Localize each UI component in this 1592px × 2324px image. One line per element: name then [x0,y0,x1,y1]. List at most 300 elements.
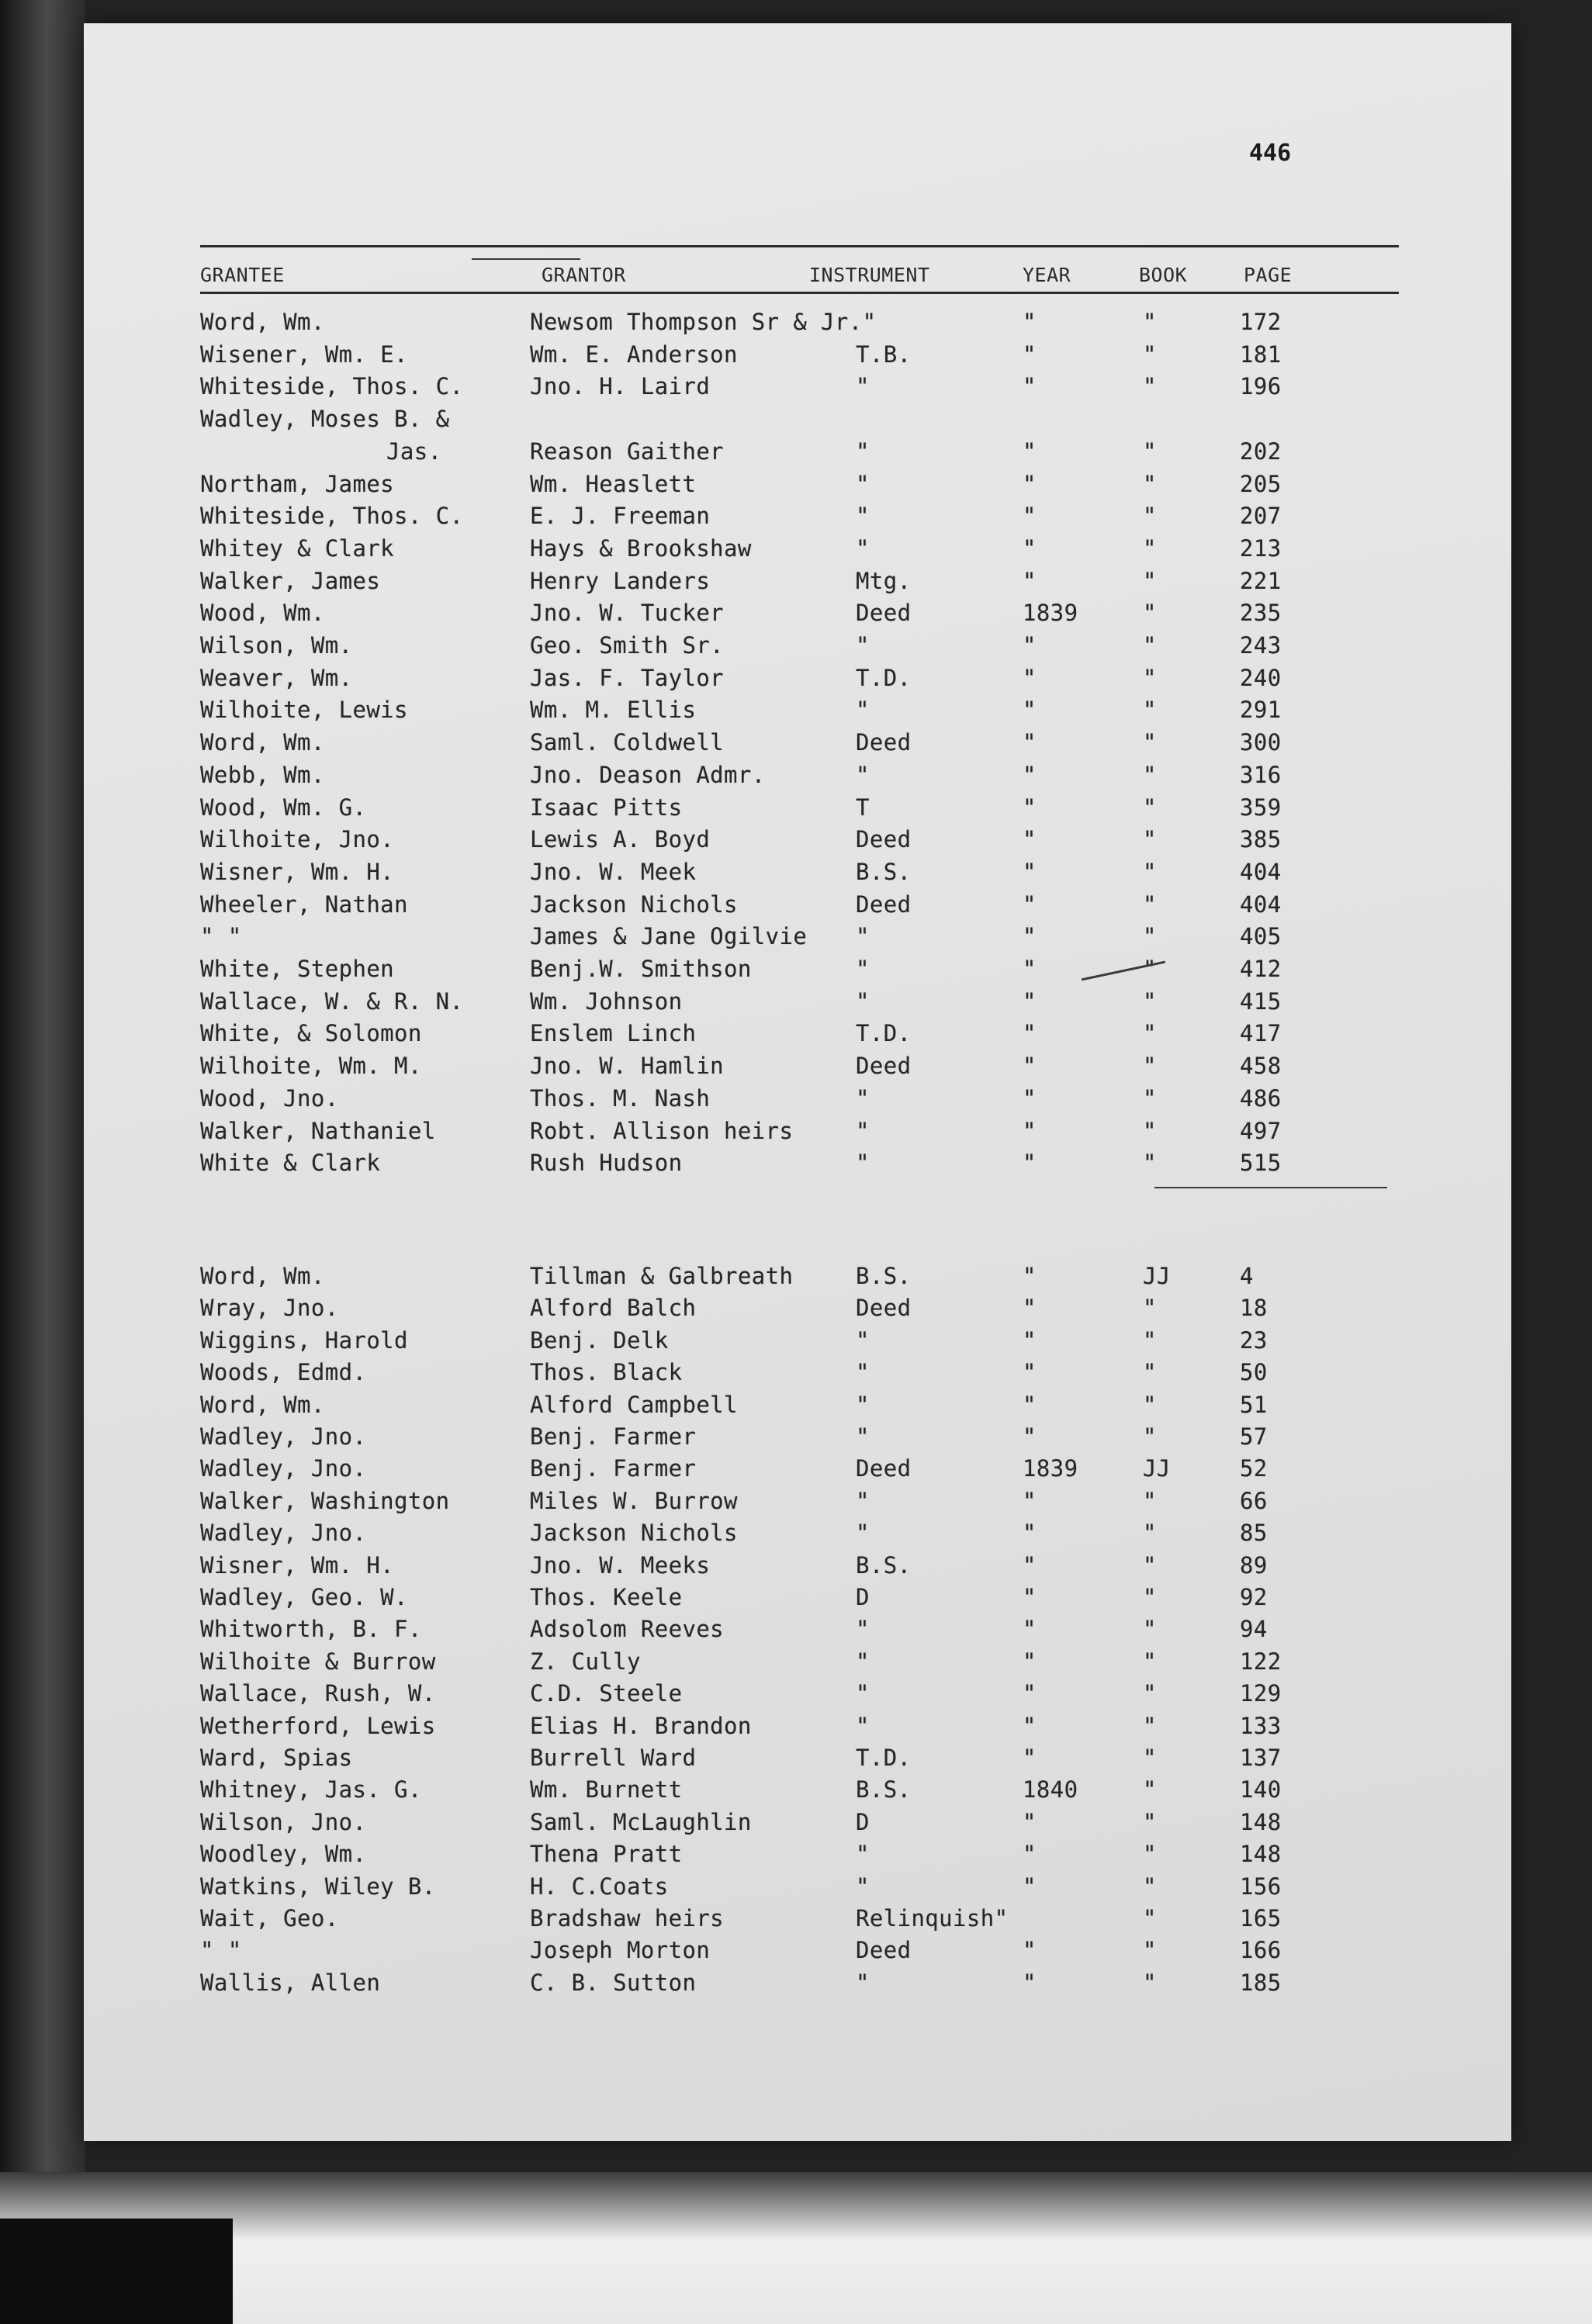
year-cell: " [1023,471,1037,497]
grantee-cell: White, & Solomon [200,1020,422,1046]
grantee-cell: Northam, James [200,471,395,497]
grantor-cell: Alford Campbell [530,1392,738,1418]
page-cell: 458 [1240,1053,1282,1079]
grantee-cell: Whitney, Jas. G. [200,1776,422,1803]
table-row [84,759,1511,790]
year-cell: " [1023,1150,1037,1176]
page-cell: 235 [1240,600,1282,626]
page-cell: 243 [1240,632,1282,659]
header-grantee: GRANTEE [200,264,285,286]
grantee-cell: " " [200,923,242,949]
book-cell: " [1143,1392,1157,1418]
page-cell: 412 [1240,956,1282,982]
table-row [84,1871,1511,1902]
grantor-cell: Benj. Delk [530,1327,669,1354]
grantor-cell: Adsolom Reeves [530,1616,725,1642]
table-row [84,1935,1511,1966]
book-cell: " [1143,923,1157,949]
book-cell: " [1143,1020,1157,1046]
grantee-cell: Whitey & Clark [200,535,395,562]
table-row [84,1147,1511,1178]
year-cell: " [1023,1118,1037,1144]
grantee-cell: Wetherford, Lewis [200,1713,436,1739]
book-cell: " [1143,859,1157,885]
grantor-cell: Tillman & Galbreath [530,1263,794,1289]
year-cell: " [1023,1745,1037,1771]
year-cell: " [1023,1520,1037,1546]
page-cell: 4 [1240,1263,1254,1289]
grantor-cell: Jackson Nichols [530,891,738,918]
instrument-cell: " [856,1616,870,1642]
table-row [84,824,1511,855]
page-cell: 359 [1240,794,1282,821]
table-row [84,1389,1511,1420]
grantor-cell: Jno. W. Meeks [530,1552,711,1579]
grantor-cell: Thos. M. Nash [530,1085,711,1112]
grantee-cell: Wilhoite & Burrow [200,1648,436,1675]
grantor-cell: E. J. Freeman [530,503,711,529]
page-cell: 129 [1240,1680,1282,1707]
document-page [84,23,1511,2141]
page-cell: 148 [1240,1809,1282,1835]
table-row [84,1421,1511,1452]
grantor-cell: Wm. E. Anderson [530,341,738,368]
grantee-cell: Weaver, Wm. [200,665,353,691]
year-cell: " [1023,535,1037,562]
book-cell: JJ [1143,1263,1171,1289]
instrument-cell: " [856,1713,870,1739]
grantor-cell: Jno. H. Laird [530,373,711,399]
page-cell: 316 [1240,762,1282,788]
instrument-cell: " [856,1327,870,1354]
grantor-cell: Thos. Keele [530,1584,683,1610]
grantee-cell: Wheeler, Nathan [200,891,408,918]
page-cell: 515 [1240,1150,1282,1176]
table-row [84,1774,1511,1805]
instrument-cell: " [856,471,870,497]
book-cell: " [1143,1118,1157,1144]
grantor-cell: H. C.Coats [530,1873,669,1900]
table-row [84,1453,1511,1484]
page-cell: 405 [1240,923,1282,949]
grantor-cell: Jno. W. Hamlin [530,1053,725,1079]
book-cell: " [1143,1053,1157,1079]
grantor-cell: Reason Gaither [530,438,725,465]
table-row [84,1646,1511,1677]
header-grantor: GRANTOR [542,264,626,286]
grantee-cell: Whiteside, Thos. C. [200,373,464,399]
grantee-cell: Walker, James [200,568,381,594]
page-cell: 94 [1240,1616,1268,1642]
table-header [84,253,1511,292]
year-cell: " [1023,1970,1037,1996]
page-cell: 181 [1240,341,1282,368]
year-cell: " [1023,794,1037,821]
grantor-cell: Lewis A. Boyd [530,826,711,852]
grantor-cell: Geo. Smith Sr. [530,632,725,659]
page-cell: 300 [1240,729,1282,756]
year-cell: " [1023,665,1037,691]
year-cell: " [1023,1085,1037,1112]
grantee-cell: Wilhoite, Jno. [200,826,395,852]
grantor-cell: Isaac Pitts [530,794,683,821]
instrument-cell: " [856,1150,870,1176]
page-cell: 51 [1240,1392,1268,1418]
year-cell: " [1023,1873,1037,1900]
page-cell: 57 [1240,1423,1268,1450]
instrument-cell: T.D. [856,1745,912,1771]
page-cell: 137 [1240,1745,1282,1771]
page-cell: 207 [1240,503,1282,529]
instrument-cell: D [856,1809,870,1835]
table-row [84,1261,1511,1292]
table-row [84,694,1511,725]
grantee-cell: Wait, Geo. [200,1905,339,1931]
book-cell: " [1143,1085,1157,1112]
grantor-cell: Wm. Johnson [530,988,683,1015]
page-cell: 66 [1240,1488,1268,1514]
page-cell: 52 [1240,1455,1268,1482]
table-row [84,1485,1511,1516]
year-cell: " [1023,1423,1037,1450]
instrument-cell: " [856,988,870,1015]
page-cell: 172 [1240,309,1282,335]
year-cell: " [1023,1359,1037,1385]
book-cell: " [1143,373,1157,399]
grantor-cell: Hays & Brookshaw [530,535,752,562]
book-cell: " [1143,1552,1157,1579]
book-cell: " [1143,729,1157,756]
grantor-cell: Burrell Ward [530,1745,697,1771]
grantee-cell: Wisner, Wm. H. [200,859,395,885]
instrument-cell: Deed [856,1053,912,1079]
table-row [84,533,1511,564]
page-cell: 140 [1240,1776,1282,1803]
year-cell: " [1023,1809,1037,1835]
year-cell: 1839 [1023,1455,1078,1482]
instrument-cell: " [856,373,870,399]
grantee-cell: Wiggins, Harold [200,1327,408,1354]
instrument-cell: B.S. [856,1776,912,1803]
grantee-cell: " " [200,1937,242,1963]
grantor-cell: Bradshaw heirs [530,1905,725,1931]
table-row [84,1807,1511,1838]
book-cell: " [1143,1327,1157,1354]
instrument-cell: " [856,762,870,788]
grantee-cell: Webb, Wm. [200,762,325,788]
year-cell: " [1023,341,1037,368]
page-cell: 213 [1240,535,1282,562]
instrument-cell: Deed [856,891,912,918]
instrument-cell: " [856,503,870,529]
book-cell: " [1143,1937,1157,1963]
table-row [84,1292,1511,1323]
year-cell: " [1023,1841,1037,1867]
instrument-cell: B.S. [856,1263,912,1289]
year-cell: " [1023,988,1037,1015]
grantor-cell: C. B. Sutton [530,1970,697,1996]
instrument-cell: " [856,697,870,723]
book-cell: " [1143,826,1157,852]
instrument-cell: " [856,1970,870,1996]
grantee-cell: Wood, Jno. [200,1085,339,1112]
instrument-cell: " [856,1423,870,1450]
year-cell: " [1023,1392,1037,1418]
grantee-cell: Wallace, Rush, W. [200,1680,436,1707]
grantee-cell: Wilhoite, Wm. M. [200,1053,422,1079]
table-row [84,662,1511,693]
table-row [84,727,1511,758]
year-cell: " [1023,891,1037,918]
grantee-cell: Wilhoite, Lewis [200,697,408,723]
year-cell: " [1023,956,1037,982]
grantee-cell: Walker, Nathaniel [200,1118,436,1144]
book-cell: " [1143,471,1157,497]
year-cell: " [1023,568,1037,594]
year-cell: " [1023,1327,1037,1354]
table-row [84,500,1511,531]
table-row [84,403,1511,434]
book-cell: " [1143,438,1157,465]
table-row [84,1838,1511,1869]
instrument-cell: " [856,1392,870,1418]
year-cell: " [1023,1648,1037,1675]
instrument-cell: Deed [856,1455,912,1482]
grantee-cell: Whiteside, Thos. C. [200,503,464,529]
page-cell: 133 [1240,1713,1282,1739]
header-year: YEAR [1023,264,1071,286]
grantor-cell: Thos. Black [530,1359,683,1385]
grantee-cell: Woodley, Wm. [200,1841,367,1867]
instrument-cell: Deed [856,1937,912,1963]
table-row [84,565,1511,597]
instrument-cell: " [856,1520,870,1546]
year-cell: " [1023,1552,1037,1579]
grantor-cell: Robt. Allison heirs [530,1118,794,1144]
grantor-cell: Alford Balch [530,1295,697,1321]
book-cell: " [1143,1488,1157,1514]
page-cell: 50 [1240,1359,1268,1385]
instrument-cell: B.S. [856,1552,912,1579]
year-cell: " [1023,1937,1037,1963]
instrument-cell: Deed [856,729,912,756]
instrument-cell: Mtg. [856,568,912,594]
grantee-cell: Ward, Spias [200,1745,353,1771]
instrument-cell: " [856,1085,870,1112]
section-end-rule [1154,1187,1387,1188]
table-row [84,889,1511,920]
table-row [84,1325,1511,1356]
year-cell: " [1023,373,1037,399]
book-cell: " [1143,1970,1157,1996]
grantor-cell: Henry Landers [530,568,711,594]
grantee-cell: Wadley, Geo. W. [200,1584,408,1610]
page-cell: 23 [1240,1327,1268,1354]
book-cell: " [1143,697,1157,723]
book-cell: " [1143,1295,1157,1321]
grantee-cell: Word, Wm. [200,1392,325,1418]
instrument-cell: B.S. [856,859,912,885]
grantee-cell: Walker, Washington [200,1488,450,1514]
instrument-cell: " [856,1359,870,1385]
instrument-cell: " [856,1680,870,1707]
table-row [84,792,1511,823]
table-row [84,597,1511,628]
book-cell: " [1143,503,1157,529]
book-cell: " [1143,1809,1157,1835]
grantee-cell: Wisener, Wm. E. [200,341,408,368]
book-cell: " [1143,341,1157,368]
book-cell: " [1143,1584,1157,1610]
grantor-cell: Enslem Linch [530,1020,697,1046]
page-number: 446 [1249,140,1292,167]
book-cell: " [1143,1616,1157,1642]
book-cell: " [1143,665,1157,691]
year-cell: " [1023,923,1037,949]
grantor-cell: Benj. Farmer [530,1455,697,1482]
page-cell: 202 [1240,438,1282,465]
book-cell: " [1143,891,1157,918]
grantee-cell: Wadley, Moses B. & [200,406,450,432]
grantee-cell: Word, Wm. [200,1263,325,1289]
grantor-cell: C.D. Steele [530,1680,683,1707]
instrument-cell: Deed [856,826,912,852]
grantee-cell: Wood, Wm. [200,600,325,626]
instrument-cell: T.D. [856,1020,912,1046]
instrument-cell: Relinquish" [856,1905,1009,1931]
book-cell: " [1143,794,1157,821]
table-row [84,1083,1511,1114]
book-cell: " [1143,1150,1157,1176]
instrument-cell: " [856,1873,870,1900]
table-row [84,1678,1511,1709]
grantor-cell: Jackson Nichols [530,1520,738,1546]
grantor-cell: Rush Hudson [530,1150,683,1176]
film-margin [0,2172,1592,2324]
book-cell: " [1143,568,1157,594]
instrument-cell: Deed [856,1295,912,1321]
page-cell: 291 [1240,697,1282,723]
grantor-cell: Joseph Morton [530,1937,711,1963]
book-cell: " [1143,1423,1157,1450]
table-row [84,856,1511,887]
grantor-cell: James & Jane Ogilvie [530,923,808,949]
book-cell: " [1143,1648,1157,1675]
table-row [84,1742,1511,1773]
year-cell: " [1023,438,1037,465]
film-dark-block [0,2219,233,2324]
table-row [84,1517,1511,1548]
book-cell: JJ [1143,1455,1171,1482]
header-page: PAGE [1244,264,1293,286]
grantee-cell: Word, Wm. [200,729,325,756]
year-cell: 1839 [1023,600,1078,626]
grantee-cell: Woods, Edmd. [200,1359,367,1385]
page-cell: 148 [1240,1841,1282,1867]
page-cell: 240 [1240,665,1282,691]
book-cell: " [1143,309,1157,335]
page-cell: 156 [1240,1873,1282,1900]
page-cell: 89 [1240,1552,1268,1579]
page-cell: 196 [1240,373,1282,399]
year-cell: " [1023,632,1037,659]
grantee-cell: White, Stephen [200,956,395,982]
page-cell: 85 [1240,1520,1268,1546]
table-row [84,1613,1511,1644]
page-cell: 185 [1240,1970,1282,1996]
table-row [84,1357,1511,1388]
table-row [84,1967,1511,1998]
page-cell: 92 [1240,1584,1268,1610]
page-cell: 165 [1240,1905,1282,1931]
year-cell: " [1023,697,1037,723]
book-cell: " [1143,1520,1157,1546]
header-rule-top [200,245,1399,247]
grantor-cell: Benj. Farmer [530,1423,697,1450]
instrument-cell: Deed [856,600,912,626]
page-cell: 205 [1240,471,1282,497]
grantee-cell: Watkins, Wiley B. [200,1873,436,1900]
year-cell: " [1023,1488,1037,1514]
table-row [84,953,1511,984]
book-cell: " [1143,956,1157,982]
year-cell: " [1023,1680,1037,1707]
instrument-cell: " [856,1648,870,1675]
year-cell: " [1023,859,1037,885]
table-row [84,339,1511,370]
table-row [84,921,1511,952]
book-cell: " [1143,1841,1157,1867]
grantee-cell: Wood, Wm. G. [200,794,367,821]
instrument-cell: " [856,1488,870,1514]
year-cell: " [1023,1053,1037,1079]
book-cell: " [1143,1713,1157,1739]
grantee-cell: Wallace, W. & R. N. [200,988,464,1015]
instrument-cell: T [856,794,870,821]
table-row [84,1050,1511,1081]
grantor-cell: Wm. Heaslett [530,471,697,497]
page-cell: 486 [1240,1085,1282,1112]
grantee-cell: Whitworth, B. F. [200,1616,422,1642]
table-row [84,1115,1511,1146]
page-cell: 385 [1240,826,1282,852]
book-cell: " [1143,988,1157,1015]
binding-edge [0,0,85,2324]
year-cell: " [1023,1020,1037,1046]
grantee-cell: Wilson, Jno. [200,1809,367,1835]
header-rule-bottom [200,292,1399,294]
instrument-cell: " [856,632,870,659]
grantee-cell: Word, Wm. [200,309,325,335]
book-cell: " [1143,1680,1157,1707]
grantee-cell: Wadley, Jno. [200,1520,367,1546]
grantee-cell: Wilson, Wm. [200,632,353,659]
grantor-cell: Z. Cully [530,1648,641,1675]
page-cell: 122 [1240,1648,1282,1675]
table-row [84,1550,1511,1581]
book-cell: " [1143,1745,1157,1771]
page-cell: 166 [1240,1937,1282,1963]
grantor-cell: Newsom Thompson Sr & Jr." [530,309,877,335]
year-cell: " [1023,826,1037,852]
page-cell: 404 [1240,891,1282,918]
table-row [84,1018,1511,1049]
table-row [84,1903,1511,1934]
table-row [84,306,1511,337]
grantor-cell: Jas. F. Taylor [530,665,725,691]
year-cell: 1840 [1023,1776,1078,1803]
page-cell: 497 [1240,1118,1282,1144]
